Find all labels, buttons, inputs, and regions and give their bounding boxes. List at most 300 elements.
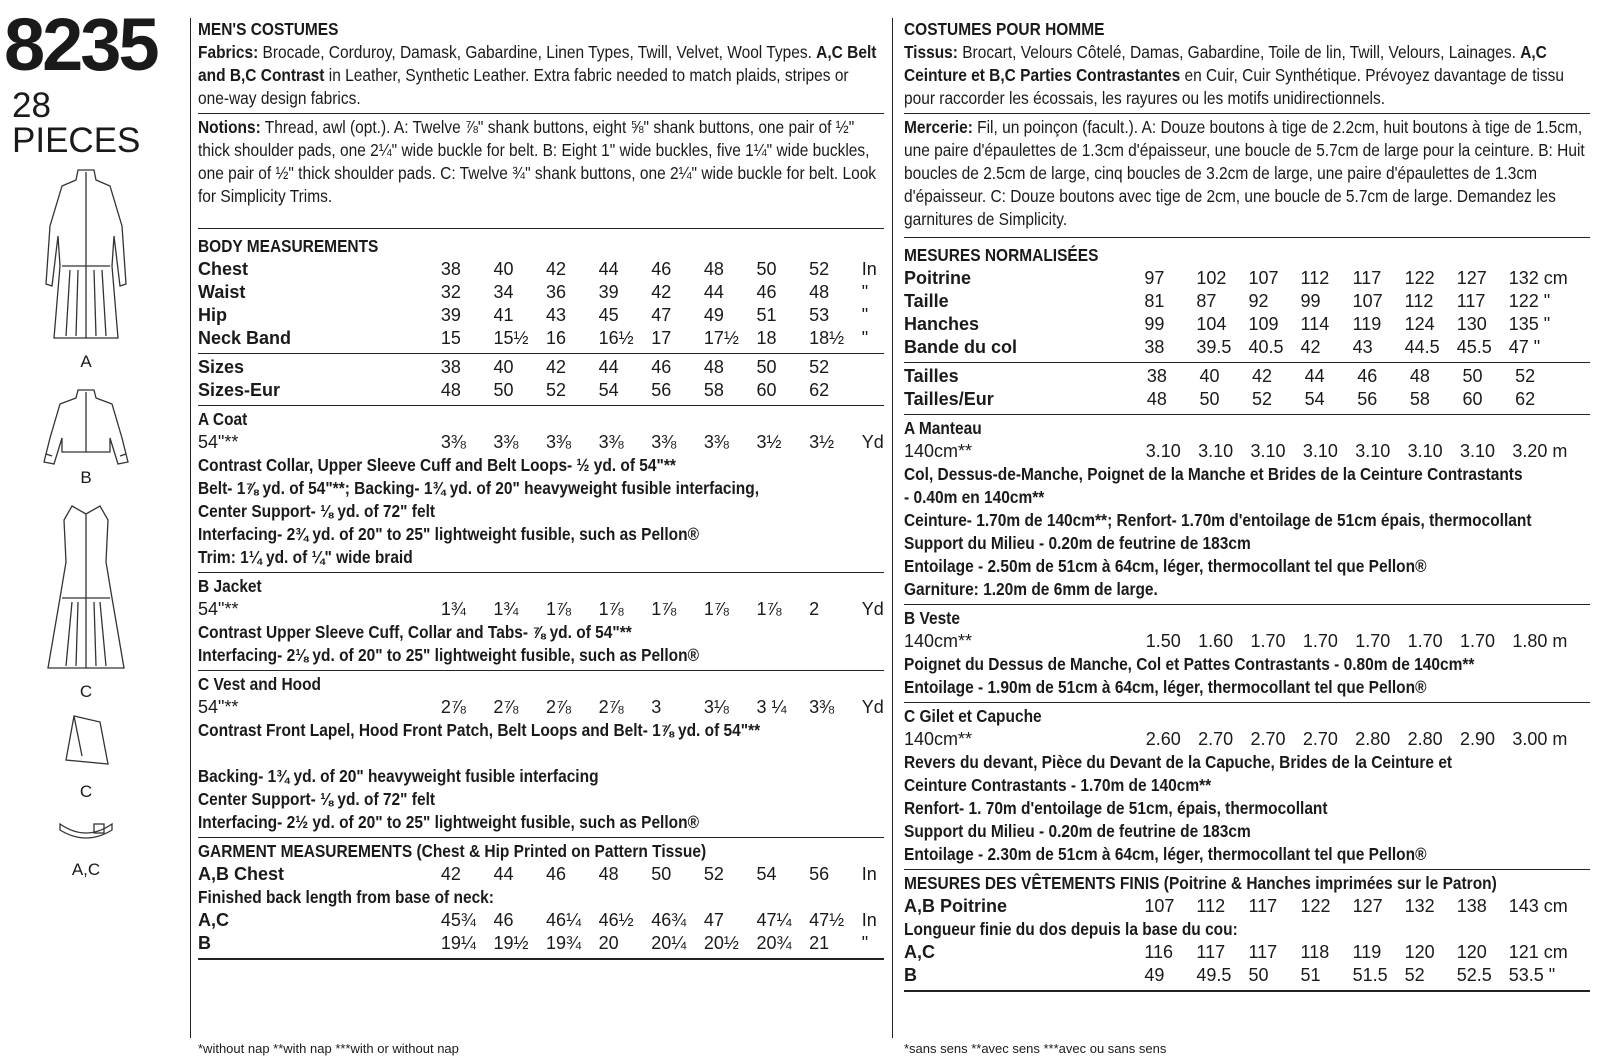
requirement-line: Support du Milieu - 0.20m de feutrine de 183cm bbox=[904, 533, 1251, 553]
view-b-jacket-drawing bbox=[38, 386, 134, 468]
unit-cell bbox=[862, 379, 884, 402]
table-cell: 1.80 m bbox=[1512, 631, 1568, 651]
table-cell: 107 bbox=[1248, 268, 1279, 288]
table-cell: 119 bbox=[1352, 314, 1382, 334]
table-cell: 21 bbox=[809, 933, 830, 953]
body-measurements-table bbox=[198, 258, 884, 350]
table-cell: 50 bbox=[1462, 366, 1483, 386]
table-cell: 1¾ bbox=[493, 599, 519, 619]
table-cell: 38 bbox=[440, 357, 461, 377]
table-cell: 122 " bbox=[1508, 291, 1551, 311]
table-cell: 20½ bbox=[703, 933, 739, 953]
table-cell: 40 bbox=[493, 357, 514, 377]
table-cell: 117 bbox=[1456, 291, 1486, 311]
table-cell: 3½ bbox=[809, 432, 835, 452]
table-cell: 15½ bbox=[493, 328, 529, 348]
table-cell: 122 bbox=[1300, 896, 1331, 916]
table-row bbox=[904, 290, 1590, 313]
table-cell: 39 bbox=[598, 282, 619, 302]
table-cell: 3⅜ bbox=[440, 432, 466, 452]
table-cell: 1⅞ bbox=[598, 599, 624, 619]
requirement-line: Contrast Collar, Upper Sleeve Cuff and Belt Loops- ½ yd. of 54"** bbox=[198, 455, 676, 475]
table-cell: 3 bbox=[651, 697, 662, 717]
table-cell: 50 bbox=[651, 864, 672, 884]
row-label: Chest bbox=[198, 259, 249, 279]
table-cell: 62 bbox=[809, 380, 830, 400]
vertical-rule bbox=[190, 18, 191, 1038]
table-cell: 44 bbox=[493, 864, 514, 884]
table-cell: 138 bbox=[1456, 896, 1487, 916]
table-cell: 50 bbox=[1199, 389, 1220, 409]
table-cell: 44 bbox=[703, 282, 724, 302]
row-label: Bande du col bbox=[904, 337, 1018, 357]
requirement-line: Belt- 1⅞ yd. of 54"**; Backing- 1¾ yd. of 20" heavyweight fusible interfacing, bbox=[198, 478, 760, 498]
sizes bbox=[904, 363, 1590, 415]
table-cell: 39.5 bbox=[1196, 337, 1232, 357]
body-measurements-table bbox=[904, 267, 1590, 359]
yardage-table bbox=[904, 728, 1590, 751]
table-row bbox=[904, 336, 1590, 359]
table-cell: 20¼ bbox=[651, 933, 687, 953]
table-cell: 130 bbox=[1456, 314, 1487, 334]
pattern-number: 8235 bbox=[4, 3, 157, 86]
table-cell: 44 bbox=[1304, 366, 1325, 386]
unit-cell: Yd bbox=[861, 599, 884, 619]
requirement-line: - 0.40m en 140cm** bbox=[904, 487, 1045, 507]
table-cell: 16½ bbox=[598, 328, 634, 348]
table-cell: 45 bbox=[598, 305, 619, 325]
unit-cell: " bbox=[861, 933, 869, 953]
row-label: Poitrine bbox=[904, 268, 972, 288]
table-cell: 56 bbox=[809, 864, 830, 884]
table-row bbox=[198, 281, 884, 304]
table-cell: 109 bbox=[1248, 314, 1279, 334]
table-cell: 39 bbox=[440, 305, 461, 325]
table-cell: 48 bbox=[598, 864, 619, 884]
table-cell: 117 bbox=[1248, 942, 1278, 962]
table-row bbox=[198, 327, 884, 350]
table-cell: 121 cm bbox=[1508, 942, 1568, 962]
table-cell: 40.5 bbox=[1248, 337, 1284, 357]
table-cell: 3⅜ bbox=[651, 432, 677, 452]
table-cell: 48 bbox=[440, 380, 461, 400]
table-cell: 56 bbox=[1357, 389, 1378, 409]
view-title: B Jacket bbox=[198, 576, 262, 596]
table-cell: 41 bbox=[493, 305, 514, 325]
unit-cell: In bbox=[861, 864, 877, 884]
table-cell: 117 bbox=[1196, 942, 1226, 962]
table-cell: 52 bbox=[1515, 366, 1536, 386]
view-label-c2: C bbox=[79, 782, 93, 801]
table-cell: 20 bbox=[598, 933, 619, 953]
row-label: Hip bbox=[198, 305, 227, 325]
table-cell: 135 " bbox=[1508, 314, 1551, 334]
table-row bbox=[198, 431, 884, 454]
requirement-line: Backing- 1¾ yd. of 20" heavyweight fusible interfacing bbox=[198, 766, 599, 786]
table-cell: 112 bbox=[1196, 896, 1226, 916]
fabrics-section bbox=[198, 16, 884, 114]
table-row bbox=[904, 728, 1590, 751]
table-row bbox=[198, 304, 884, 327]
table-cell: 53 bbox=[809, 305, 830, 325]
table-cell: 1⅞ bbox=[651, 599, 677, 619]
fabric-width: 54"** bbox=[198, 697, 239, 717]
table-cell: 102 bbox=[1196, 268, 1227, 288]
table-row bbox=[904, 895, 1590, 918]
fabric-width: 54"** bbox=[198, 599, 239, 619]
requirement-line: Revers du devant, Pièce du Devant de la Capuche, Brides de la Ceinture et bbox=[904, 752, 1453, 772]
back-length-label: Finished back length from base of neck: bbox=[198, 887, 494, 907]
unit-cell bbox=[1568, 895, 1590, 918]
table-cell: 42 bbox=[546, 357, 567, 377]
table-cell: 1¾ bbox=[440, 599, 466, 619]
requirement-line bbox=[198, 742, 884, 765]
table-cell: 92 bbox=[1248, 291, 1269, 311]
back-length-table bbox=[198, 909, 884, 955]
table-cell: 120 bbox=[1456, 942, 1487, 962]
row-label: Hanches bbox=[904, 314, 980, 334]
unit-cell bbox=[1568, 313, 1590, 336]
table-cell: 43 bbox=[546, 305, 567, 325]
table-cell: 38 bbox=[1146, 366, 1167, 386]
view-label-c: C bbox=[79, 682, 93, 701]
coat-section bbox=[198, 406, 884, 573]
table-row bbox=[904, 440, 1590, 463]
table-cell: 3⅜ bbox=[703, 432, 729, 452]
table-cell: 44 bbox=[598, 259, 619, 279]
requirement-line: Contrast Front Lapel, Hood Front Patch, Belt Loops and Belt- 1⅞ yd. of 54"** bbox=[198, 720, 761, 740]
table-cell: 1⅞ bbox=[546, 599, 572, 619]
table-cell: 42 bbox=[1300, 337, 1321, 357]
unit-cell bbox=[1568, 630, 1590, 653]
table-cell: 3.10 bbox=[1407, 441, 1443, 461]
garment-chest-table bbox=[904, 895, 1590, 918]
sizes-table bbox=[198, 356, 884, 402]
table-cell: 50 bbox=[756, 357, 777, 377]
sizes bbox=[198, 354, 884, 406]
table-cell: 38 bbox=[1144, 337, 1165, 357]
table-cell: 48 bbox=[703, 357, 724, 377]
table-cell: 122 bbox=[1404, 268, 1435, 288]
table-cell: 42 bbox=[1252, 366, 1273, 386]
table-cell: 3.10 bbox=[1355, 441, 1391, 461]
row-label: A,C bbox=[198, 910, 229, 930]
view-label-b: B bbox=[80, 468, 92, 487]
row-label: Sizes bbox=[198, 357, 245, 377]
unit-cell bbox=[1568, 267, 1590, 290]
garment-title: GARMENT MEASUREMENTS (Chest & Hip Printed on Pattern Tissue) bbox=[198, 841, 707, 861]
requirement-line: Center Support- ⅛ yd. of 72" felt bbox=[198, 501, 436, 521]
vest-section bbox=[198, 671, 884, 838]
fabric-width: 140cm** bbox=[904, 631, 973, 651]
table-cell: 52.5 bbox=[1456, 965, 1492, 985]
table-cell: 3.10 bbox=[1250, 441, 1286, 461]
table-cell: 52 bbox=[1252, 389, 1273, 409]
table-cell: 48 bbox=[1146, 389, 1167, 409]
view-title: B Veste bbox=[904, 608, 960, 628]
table-cell: 40 bbox=[1199, 366, 1220, 386]
unit-cell: " bbox=[861, 305, 869, 325]
row-label: Sizes-Eur bbox=[198, 380, 281, 400]
table-cell: 97 bbox=[1144, 268, 1165, 288]
notions-text: Mercerie: Fil, un poinçon (facult.). A: Douze boutons à tige de 2.2cm, huit boutons à tige de 1.5cm, une paire d'épaulettes de 1.3cm d'épaisseur, une boucle de 5.7cm de large pour la ceinture. B: Huit boucles de 2.5cm de large, cinq boucles de 3.2cm de large, une paire d'épaulettes de 1.3cm d'épaisseur. C: Douze boutons avec tige de 2cm, une boucle de 5.7cm de large. Demandez les garnitures de Simplicity. bbox=[904, 117, 1585, 229]
table-cell: 112 bbox=[1300, 268, 1330, 288]
table-cell: 2⅞ bbox=[546, 697, 572, 717]
table-cell: 117 bbox=[1248, 896, 1278, 916]
fabric-width: 140cm** bbox=[904, 441, 973, 461]
body-measurements bbox=[904, 238, 1590, 363]
row-label: Neck Band bbox=[198, 328, 292, 348]
row-label: B bbox=[198, 933, 211, 953]
view-title: A Coat bbox=[198, 409, 248, 429]
unit-cell bbox=[1568, 365, 1590, 388]
table-row bbox=[904, 313, 1590, 336]
requirement-line: Ceinture Contrastants - 1.70m de 140cm** bbox=[904, 775, 1212, 795]
table-cell: 51.5 bbox=[1352, 965, 1388, 985]
table-cell: 2⅞ bbox=[440, 697, 466, 717]
requirement-line: Interfacing- 2½ yd. of 20" to 25" lightweight fusible, such as Pellon® bbox=[198, 812, 699, 832]
english-column bbox=[198, 16, 884, 1056]
garment-title: MESURES DES VÊTEMENTS FINIS (Poitrine & Hanches imprimées sur le Patron) bbox=[904, 873, 1497, 893]
table-cell: 47½ bbox=[809, 910, 845, 930]
table-cell: 127 bbox=[1352, 896, 1383, 916]
notions-section bbox=[198, 114, 884, 229]
table-cell: 2.60 bbox=[1145, 729, 1181, 749]
requirement-line: Interfacing- 2⅛ yd. of 20" to 25" lightweight fusible, such as Pellon® bbox=[198, 645, 699, 665]
unit-cell bbox=[1568, 964, 1590, 987]
table-cell: 1.70 bbox=[1407, 631, 1443, 651]
table-cell: 38 bbox=[440, 259, 461, 279]
table-cell: 46 bbox=[651, 357, 672, 377]
table-cell: 47¼ bbox=[756, 910, 792, 930]
table-cell: 48 bbox=[1409, 366, 1430, 386]
requirement-line: Renfort- 1. 70m d'entoilage de 51cm, épais, thermocollant bbox=[904, 798, 1328, 818]
table-cell: 62 bbox=[1515, 389, 1536, 409]
table-cell: 17½ bbox=[703, 328, 739, 348]
table-cell: 54 bbox=[598, 380, 619, 400]
table-cell: 58 bbox=[1409, 389, 1430, 409]
table-cell: 3.00 m bbox=[1512, 729, 1568, 749]
table-cell: 18½ bbox=[809, 328, 845, 348]
fabric-width: 140cm** bbox=[904, 729, 973, 749]
table-cell: 1.50 bbox=[1145, 631, 1181, 651]
table-cell: 1.70 bbox=[1302, 631, 1338, 651]
table-cell: 49.5 bbox=[1196, 965, 1232, 985]
table-cell: 50 bbox=[1248, 965, 1269, 985]
table-cell: 3½ bbox=[756, 432, 782, 452]
table-cell: 2⅞ bbox=[493, 697, 519, 717]
table-cell: 2.90 bbox=[1460, 729, 1496, 749]
table-cell: 58 bbox=[703, 380, 724, 400]
table-cell: 3.10 bbox=[1198, 441, 1234, 461]
row-label: B bbox=[904, 965, 917, 985]
table-cell: 51 bbox=[756, 305, 777, 325]
unit-cell bbox=[1568, 728, 1590, 751]
unit-cell bbox=[1568, 290, 1590, 313]
table-cell: 119 bbox=[1352, 942, 1382, 962]
back-length-table bbox=[904, 941, 1590, 987]
table-cell: 47 " bbox=[1508, 337, 1541, 357]
section-title: MEN'S COSTUMES bbox=[198, 19, 339, 39]
requirement-line: Col, Dessus-de-Manche, Poignet de la Manche et Brides de la Ceinture Contrastants bbox=[904, 464, 1523, 484]
view-a-coat-drawing bbox=[40, 166, 132, 344]
row-label: Waist bbox=[198, 282, 246, 302]
unit-cell bbox=[1568, 336, 1590, 359]
table-cell: 99 bbox=[1300, 291, 1321, 311]
requirement-line: Entoilage - 1.90m de 51cm à 64cm, léger, thermocollant tel que Pellon® bbox=[904, 677, 1427, 697]
table-cell: 52 bbox=[809, 259, 830, 279]
table-cell: 3⅜ bbox=[809, 697, 835, 717]
table-cell: 49 bbox=[703, 305, 724, 325]
requirement-line: Entoilage - 2.30m de 51cm à 64cm, léger, thermocollant tel que Pellon® bbox=[904, 844, 1427, 864]
table-row bbox=[904, 267, 1590, 290]
garment-measurements bbox=[198, 838, 884, 960]
table-cell: 1.70 bbox=[1460, 631, 1496, 651]
table-cell: 107 bbox=[1144, 896, 1175, 916]
requirement-line: Poignet du Dessus de Manche, Col et Pattes Contrastants - 0.80m de 140cm** bbox=[904, 654, 1475, 674]
requirement-line: Ceinture- 1.70m de 140cm**; Renfort- 1.70m d'entoilage de 51cm épais, thermocollant bbox=[904, 510, 1532, 530]
table-cell: 16 bbox=[546, 328, 567, 348]
unit-cell bbox=[1568, 388, 1590, 411]
row-label: A,B Poitrine bbox=[904, 896, 1008, 916]
table-cell: 54 bbox=[1304, 389, 1325, 409]
unit-cell: " bbox=[861, 282, 869, 302]
table-row bbox=[904, 365, 1590, 388]
table-cell: 1.70 bbox=[1250, 631, 1286, 651]
table-cell: 52 bbox=[809, 357, 830, 377]
coat-section bbox=[904, 415, 1590, 605]
table-cell: 99 bbox=[1144, 314, 1165, 334]
french-column bbox=[904, 16, 1590, 1056]
table-cell: 46 bbox=[651, 259, 672, 279]
table-cell: 132 bbox=[1404, 896, 1435, 916]
table-cell: 2⅞ bbox=[598, 697, 624, 717]
table-cell: 2.70 bbox=[1250, 729, 1286, 749]
row-label: Tailles/Eur bbox=[904, 389, 994, 409]
footnote: *sans sens **avec sens ***avec ou sans sens bbox=[904, 1041, 1167, 1056]
table-cell: 42 bbox=[546, 259, 567, 279]
table-cell: 40 bbox=[493, 259, 514, 279]
requirement-line: Garniture: 1.20m de 6mm de large. bbox=[904, 579, 1158, 599]
table-cell: 60 bbox=[1462, 389, 1483, 409]
table-cell: 47 bbox=[703, 910, 724, 930]
jacket-section bbox=[198, 573, 884, 671]
table-cell: 43 bbox=[1352, 337, 1373, 357]
footnote: *without nap **with nap ***with or without nap bbox=[198, 1041, 459, 1056]
table-cell: 44 bbox=[598, 357, 619, 377]
table-cell: 53.5 " bbox=[1508, 965, 1556, 985]
body-measurements bbox=[198, 229, 884, 354]
unit-cell bbox=[1568, 440, 1590, 463]
table-cell: 1⅞ bbox=[756, 599, 782, 619]
table-cell: 143 cm bbox=[1508, 896, 1568, 916]
table-cell: 20¾ bbox=[756, 933, 792, 953]
unit-cell bbox=[1568, 941, 1590, 964]
table-cell: 2.70 bbox=[1302, 729, 1338, 749]
table-cell: 42 bbox=[440, 864, 461, 884]
view-title: C Gilet et Capuche bbox=[904, 706, 1042, 726]
yardage-table bbox=[198, 598, 884, 621]
table-cell: 54 bbox=[756, 864, 777, 884]
table-cell: 42 bbox=[651, 282, 672, 302]
table-cell: 3.20 m bbox=[1512, 441, 1568, 461]
column-divider bbox=[892, 18, 893, 1038]
table-cell: 46¼ bbox=[546, 910, 582, 930]
table-cell: 46½ bbox=[598, 910, 634, 930]
table-cell: 52 bbox=[1404, 965, 1425, 985]
table-cell: 51 bbox=[1300, 965, 1321, 985]
table-cell: 112 bbox=[1404, 291, 1434, 311]
table-cell: 18 bbox=[756, 328, 777, 348]
table-row bbox=[198, 909, 884, 932]
yardage-table bbox=[904, 440, 1590, 463]
table-cell: 52 bbox=[546, 380, 567, 400]
view-title: A Manteau bbox=[904, 418, 982, 438]
table-row bbox=[904, 388, 1590, 411]
table-cell: 1.70 bbox=[1355, 631, 1391, 651]
table-cell: 45.5 bbox=[1456, 337, 1492, 357]
fabrics-section bbox=[904, 16, 1590, 114]
envelope-header bbox=[0, 0, 185, 1052]
requirement-line: Trim: 1¼ yd. of ¼" wide braid bbox=[198, 547, 413, 567]
garment-measurements bbox=[904, 870, 1590, 992]
table-cell: 32 bbox=[440, 282, 461, 302]
body-measurements-title: MESURES NORMALISÉES bbox=[904, 245, 1099, 265]
table-row bbox=[198, 379, 884, 402]
table-cell: 120 bbox=[1404, 942, 1435, 962]
table-row bbox=[198, 598, 884, 621]
yardage-table bbox=[904, 630, 1590, 653]
table-cell: 15 bbox=[440, 328, 461, 348]
table-cell: 19¼ bbox=[440, 933, 476, 953]
view-label-ac: A,C bbox=[71, 860, 101, 879]
table-cell: 46¾ bbox=[651, 910, 687, 930]
table-cell: 3⅜ bbox=[598, 432, 624, 452]
table-cell: 3 ¼ bbox=[756, 697, 787, 717]
table-cell: 81 bbox=[1144, 291, 1165, 311]
table-cell: 46 bbox=[756, 282, 777, 302]
table-cell: 34 bbox=[493, 282, 514, 302]
table-row bbox=[198, 696, 884, 719]
requirement-line: Center Support- ⅛ yd. of 72" felt bbox=[198, 789, 436, 809]
table-cell: 36 bbox=[546, 282, 567, 302]
table-cell: 46 bbox=[546, 864, 567, 884]
fabric-width: 54"** bbox=[198, 432, 239, 452]
table-cell: 2.80 bbox=[1407, 729, 1443, 749]
table-cell: 49 bbox=[1144, 965, 1165, 985]
table-cell: 116 bbox=[1144, 942, 1174, 962]
view-title: C Vest and Hood bbox=[198, 674, 322, 694]
notions-text: Notions: Thread, awl (opt.). A: Twelve ⅞" shank buttons, eight ⅝" shank buttons, one pair of ½" thick shoulder pads, one 2¼" wide buckle for belt. B: Eight 1" wide buckles, five 1¼" wide buckles, one pair of ½" thick shoulder pads. C: Twelve ¾" shank buttons, one 2¼" wide buckle for belt. Look for Simplicity Trims. bbox=[198, 117, 877, 206]
table-cell: 118 bbox=[1300, 942, 1330, 962]
table-cell: 44.5 bbox=[1404, 337, 1440, 357]
yardage-table bbox=[198, 431, 884, 454]
table-cell: 3⅜ bbox=[493, 432, 519, 452]
row-label: Taille bbox=[904, 291, 949, 311]
belt-drawing bbox=[58, 816, 114, 844]
table-cell: 60 bbox=[756, 380, 777, 400]
table-cell: 3.10 bbox=[1302, 441, 1338, 461]
table-row bbox=[198, 932, 884, 955]
table-cell: 52 bbox=[703, 864, 724, 884]
table-cell: 48 bbox=[809, 282, 830, 302]
unit-cell bbox=[862, 356, 884, 379]
table-cell: 104 bbox=[1196, 314, 1227, 334]
table-cell: 124 bbox=[1404, 314, 1435, 334]
table-cell: 19¾ bbox=[546, 933, 582, 953]
table-cell: 46 bbox=[1357, 366, 1378, 386]
table-cell: 132 cm bbox=[1508, 268, 1568, 288]
